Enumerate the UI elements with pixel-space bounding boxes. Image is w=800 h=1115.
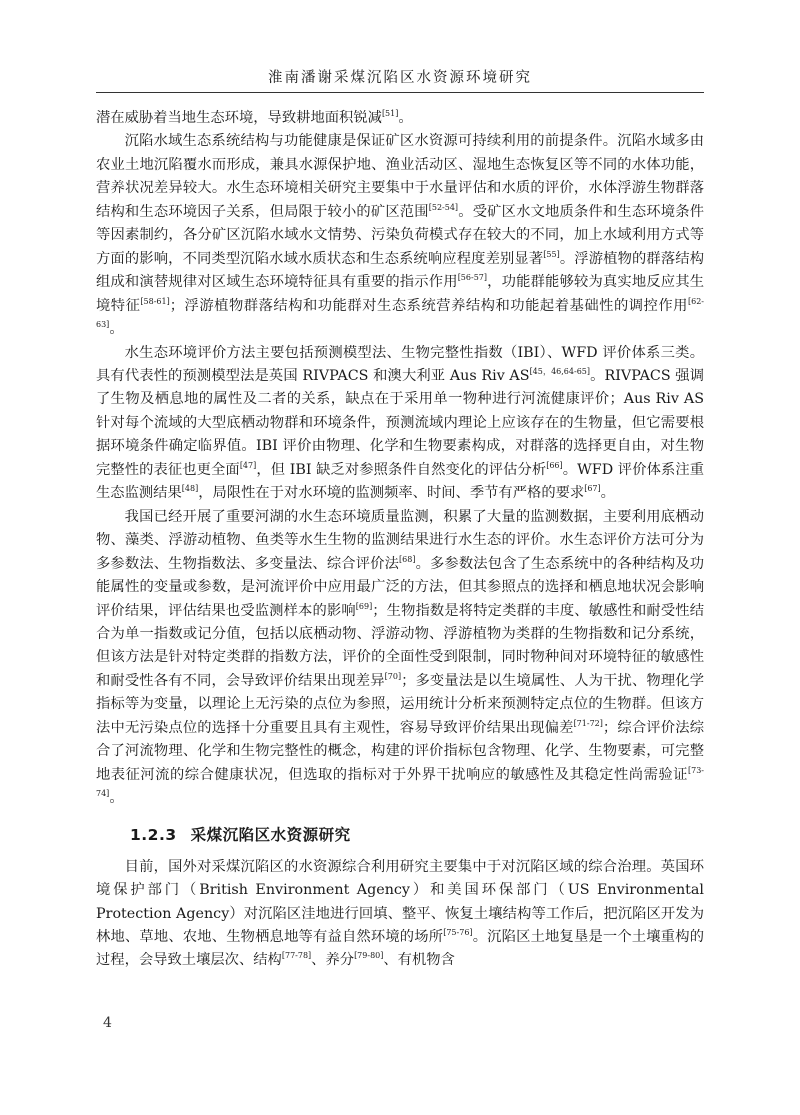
text-run: 。RIVPACS 强调了生物及栖息地的属性及二者的关系，缺点在于采用单一物种进行河流健康评价；Aus Riv AS 针对每个流域的大型底栖动物群和环境条件，预测流域内理论上应该存在的生物量，但它需要根据环境条件确定临界值。IBI 评价由物理、化学和生物要素构成，对群落的选择更自由，对生物完整性的表征也更全面	[96, 367, 704, 478]
citation-ref: [79-80]	[354, 951, 384, 961]
citation-ref: [62-63]	[96, 296, 704, 330]
citation-ref: [55]	[543, 249, 560, 259]
text-run: 水生态环境评价方法主要包括预测模型法、生物完整性指数（IBI）、WFD 评价体系三类。具有代表性的预测模型法是英国 RIVPACS 和澳大利亚 Aus Riv AS	[96, 344, 704, 384]
page-number: 4	[103, 1015, 112, 1031]
text-run: 。沉陷区土地复垦是一个土壤重构的过程，会导致土壤层次、结构	[96, 928, 705, 969]
citation-ref: [69]	[355, 601, 373, 611]
paragraph	[96, 342, 704, 506]
text-run: 、有机物含	[383, 952, 455, 969]
text-run: ；综合评价法综合了河流物理、化学和生物完整性的概念，构建的评价指标包含物理、化学、生物要素，可完整地表征河流的综合健康状况，但选取的指标对于外界干扰响应的敏感性及其稳定性尚需验证	[96, 719, 705, 783]
paragraph	[96, 130, 704, 341]
text-run: 我国已经开展了重要河湖的水生态环境质量监测，积累了大量的监测数据，主要利用底栖动物、藻类、浮游动植物、鱼类等水生生物的监测结果进行水生态的评价。水生态评价方法可分为多参数法、生物指数法、多变量法、综合评价法	[96, 508, 704, 572]
citation-ref: [66]	[546, 460, 563, 470]
text-run: ，功能群能够较为真实地反应其生境特征	[96, 274, 705, 314]
text-run: 。受矿区水文地质条件和生态环境条件等因素制约，各分矿区沉陷水域水文情势、污染负荷模式存在较大的不同，加上水域利用方式等方面的影响，不同类型沉陷水域水质状态和生态系统响应程度差别显著	[96, 203, 705, 267]
text-run: 目前，国外对采煤沉陷区的水资源综合利用研究主要集中于对沉陷区域的综合治理。英国环境保护部门（British Environment Agency）和美国环保部门（US Environmental Protection Agency）对沉陷区洼地进行回填、整平、恢复土壤结构等工作后，把沉陷区开发为林地、草地、农地、生物栖息地等有益自然环境的场所	[96, 858, 704, 945]
page-body	[96, 107, 704, 973]
paragraph	[96, 856, 704, 973]
citation-ref: [58-61]	[140, 296, 170, 306]
text-run: 。	[600, 485, 615, 502]
citation-ref: [71-72]	[573, 718, 603, 728]
citation-ref: [45，46,64-65]	[529, 366, 590, 376]
text-run: ；浮游植物群落结构和功能群对生态系统营养结构和功能起着基础性的调控作用	[169, 297, 688, 314]
header-rule	[96, 92, 704, 93]
text-run: ，局限性在于对水环境的监测频率、时间、季节有严格的要求	[198, 485, 585, 502]
citation-ref: [68]	[399, 554, 416, 564]
citation-ref: [48]	[181, 484, 199, 494]
text-run: 、养分	[311, 952, 355, 969]
citation-ref: [67]	[584, 484, 601, 494]
text-run: 。多参数法包含了生态系统中的各种结构及功能属性的变量或参数，是河流评价中应用最广泛的方法，但其参照点的选择和栖息地状况会影响评价结果，评估结果也受监测样本的影响	[96, 555, 705, 619]
text-run: 沉陷水域生态系统结构与功能健康是保证矿区水资源可持续利用的前提条件。沉陷水域多由农业土地沉陷覆水而形成，兼具水源保护地、渔业活动区、湿地生态恢复区等不同的水体功能，营养状况差异较大。水生态环境相关研究主要集中于水量评估和水质的评价，水体浮游生物群落结构和生态环境因子关系，但局限于较小的矿区范围	[96, 133, 704, 220]
citation-ref: [56-57]	[457, 273, 487, 283]
paragraphs-after	[96, 856, 704, 973]
citation-ref: [75-76]	[443, 927, 473, 937]
text-run: 。	[109, 321, 124, 338]
text-run: 。WFD 评价体系注重生态监测结果	[96, 461, 705, 502]
text-run: ，但 IBI 缺乏对参照条件自然变化的评估分析	[256, 461, 547, 478]
section-title: 采煤沉陷区水资源研究	[190, 825, 351, 844]
paragraph	[96, 107, 704, 130]
running-header: 淮南潘谢采煤沉陷区水资源环境研究	[268, 70, 532, 86]
citation-ref: [52-54]	[428, 202, 459, 212]
text-run: ；生物指数是将特定类群的丰度、敏感性和耐受性结合为单一指数或记分值，包括以底栖动物、浮游动物、浮游植物为类群的生物指数和记分系统，但该方法是针对特定类群的指数方法，评价的全面性受到限制，同时物种间对环境特征的敏感性和耐受性各有不同，会导致评价结果出现差异	[96, 602, 705, 689]
paragraphs-before	[96, 107, 704, 811]
text-run: 。	[109, 790, 124, 807]
citation-ref: [51]	[381, 109, 399, 118]
text-run: 。	[398, 110, 413, 126]
text-run: 潜在威胁着当地生态环境，导致耕地面积锐减	[96, 110, 382, 126]
paragraph	[96, 506, 704, 811]
section-number: 1.2.3	[130, 825, 177, 844]
citation-ref: [70]	[384, 671, 402, 681]
text-run: 。浮游植物的群落结构组成和演替规律对区域生态环境特征具有重要的指示作用	[96, 250, 705, 291]
text-run: ；多变量法是以生境属性、人为干扰、物理化学指标等为变量，以理论上无污染的点位为参照，运用统计分析来预测特定点位的生物群。但该方法中无污染点位的选择十分重要且具有主观性，容易导致评价结果出现偏差	[96, 672, 704, 736]
section-heading	[96, 823, 704, 845]
citation-ref: [77-78]	[281, 951, 312, 961]
citation-ref: [73-74]	[96, 765, 704, 799]
citation-ref: [47]	[239, 460, 257, 470]
